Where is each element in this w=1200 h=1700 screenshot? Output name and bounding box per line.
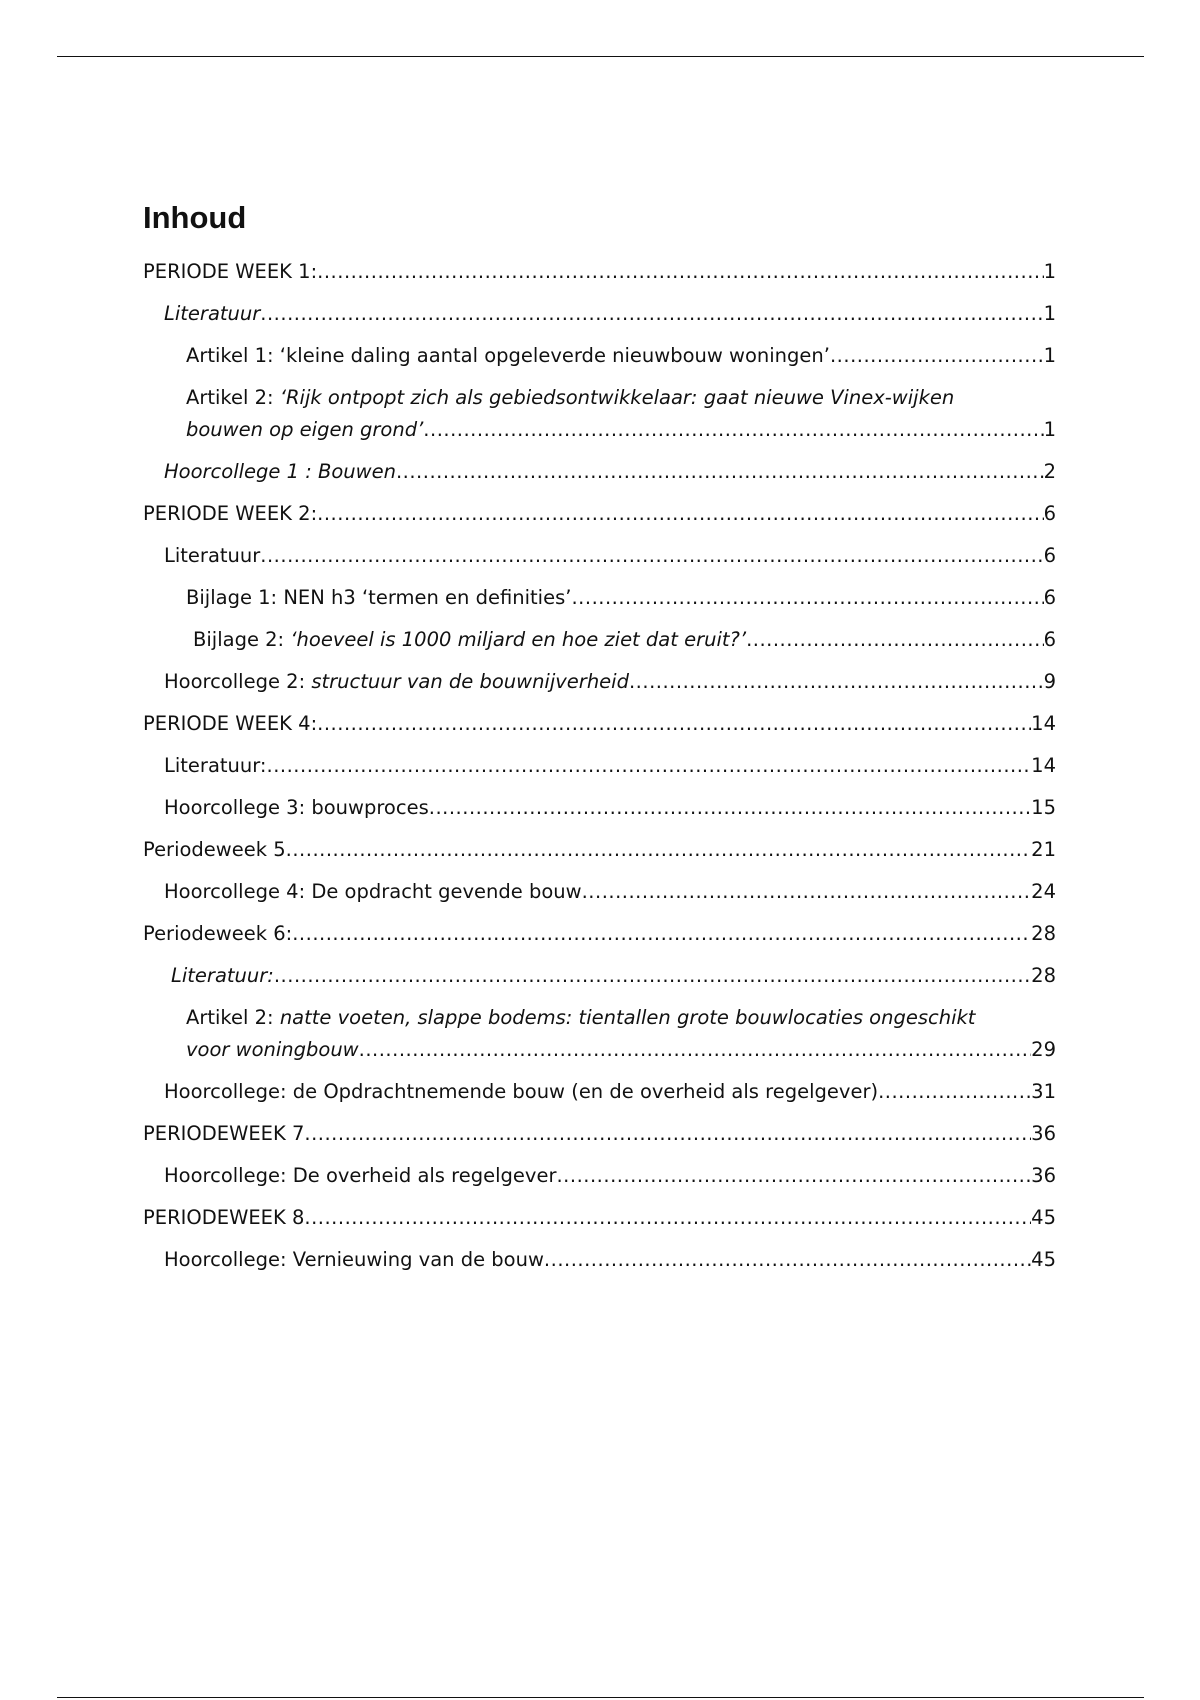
header-rule	[57, 56, 1144, 57]
toc-entry-text: Bijlage 1: NEN h3 ‘termen en definities’	[186, 586, 572, 609]
toc-entry[interactable]	[143, 256, 1056, 288]
toc-entry[interactable]	[143, 540, 1056, 572]
toc-entry[interactable]	[143, 708, 1056, 740]
toc-page-number: 36	[1031, 1122, 1056, 1145]
toc-page-number: 24	[1031, 880, 1056, 903]
dot-leader	[304, 1202, 1031, 1234]
toc-entry[interactable]	[143, 498, 1056, 530]
dot-leader	[260, 540, 1043, 572]
toc-entry[interactable]	[143, 340, 1056, 372]
toc-entry-text: Periodeweek 5	[143, 838, 286, 861]
dot-leader	[830, 340, 1044, 372]
dot-leader	[292, 918, 1031, 950]
toc-page-number: 36	[1031, 1164, 1056, 1187]
toc-entry[interactable]	[143, 1002, 1056, 1066]
toc-entry-text-line1: Artikel 2: ‘Rijk ontpopt zich als gebiedsontwikkelaar: gaat nieuwe Vinex-wijken	[186, 386, 955, 409]
toc-entry-text: Literatuur	[164, 302, 261, 325]
toc-entry[interactable]	[143, 792, 1056, 824]
toc-entry[interactable]	[143, 876, 1056, 908]
toc-entry-text: Literatuur	[164, 544, 261, 567]
toc-entry-text: Periodeweek 6:	[143, 922, 293, 945]
toc-page-number: 1	[1043, 418, 1056, 441]
toc-entry-text: bouwen op eigen grond’	[186, 418, 424, 441]
dot-leader	[429, 792, 1031, 824]
dot-leader	[396, 456, 1044, 488]
dot-leader	[274, 960, 1031, 992]
dot-leader	[260, 298, 1043, 330]
toc-page-number: 28	[1031, 922, 1056, 945]
toc-entry[interactable]	[143, 1118, 1056, 1150]
footer-rule	[57, 1697, 1144, 1698]
toc-entry-text: PERIODE WEEK 4:	[143, 712, 318, 735]
toc-entry[interactable]	[143, 582, 1056, 614]
toc-page-number: 45	[1031, 1206, 1056, 1229]
toc-page-number: 9	[1043, 670, 1056, 693]
dot-leader	[746, 624, 1044, 656]
dot-leader	[556, 1160, 1031, 1192]
toc-page-number: 21	[1031, 838, 1056, 861]
toc-page-number: 6	[1043, 628, 1056, 651]
toc-page-number: 1	[1043, 260, 1056, 283]
toc-page-number: 6	[1043, 586, 1056, 609]
toc-entry-text: Hoorcollege: Vernieuwing van de bouw	[164, 1248, 544, 1271]
toc-page-number: 14	[1031, 712, 1056, 735]
dot-leader	[359, 1034, 1032, 1066]
toc-entry[interactable]	[143, 834, 1056, 866]
dot-leader	[629, 666, 1044, 698]
toc-page-number: 1	[1043, 344, 1056, 367]
toc-entry[interactable]	[143, 1244, 1056, 1276]
dot-leader	[286, 834, 1032, 866]
toc-page-number: 45	[1031, 1248, 1056, 1271]
toc-entry-text: Hoorcollege 1 : Bouwen	[164, 460, 396, 483]
toc-entry-text: Bijlage 2: ‘hoeveel is 1000 miljard en hoe ziet dat eruit?’	[193, 628, 747, 651]
toc-entry-text: PERIODEWEEK 7	[143, 1122, 305, 1145]
toc-entry[interactable]	[143, 750, 1056, 782]
toc-entry-text: Hoorcollege 4: De opdracht gevende bouw	[164, 880, 582, 903]
toc-title: Inhoud	[143, 200, 247, 235]
toc-entry[interactable]	[143, 960, 1056, 992]
toc-page-number: 1	[1043, 302, 1056, 325]
toc-entry[interactable]	[143, 298, 1056, 330]
dot-leader	[317, 708, 1031, 740]
toc-entry-text: Hoorcollege 2: structuur van de bouwnijverheid	[164, 670, 629, 693]
dot-leader	[423, 414, 1043, 446]
toc-page-number: 2	[1043, 460, 1056, 483]
dot-leader	[267, 750, 1032, 782]
toc-page-number: 15	[1031, 796, 1056, 819]
toc-entry-text: Literatuur:	[171, 964, 274, 987]
toc-entry-text: PERIODE WEEK 1:	[143, 260, 318, 283]
toc-entry-text: Hoorcollege: De overheid als regelgever	[164, 1164, 557, 1187]
toc-entry[interactable]	[143, 1076, 1056, 1108]
toc-entry-text: voor woningbouw	[186, 1038, 359, 1061]
toc-entry[interactable]	[143, 624, 1056, 656]
toc-page-number: 31	[1031, 1080, 1056, 1103]
toc-entry[interactable]	[143, 456, 1056, 488]
toc-page-number: 14	[1031, 754, 1056, 777]
toc-entry[interactable]	[143, 1160, 1056, 1192]
toc-entry-text: PERIODE WEEK 2:	[143, 502, 318, 525]
toc-page-number: 29	[1031, 1038, 1056, 1061]
dot-leader	[304, 1118, 1031, 1150]
dot-leader	[317, 256, 1043, 288]
toc-entry-text: Hoorcollege 3: bouwproces	[164, 796, 429, 819]
toc-entry[interactable]	[143, 666, 1056, 698]
toc-entry[interactable]	[143, 918, 1056, 950]
toc-entry-text: Literatuur:	[164, 754, 267, 777]
dot-leader	[544, 1244, 1031, 1276]
dot-leader	[878, 1076, 1031, 1108]
dot-leader	[582, 876, 1032, 908]
toc-page-number: 6	[1043, 544, 1056, 567]
toc-entry-text: PERIODEWEEK 8	[143, 1206, 305, 1229]
toc-entry-text: Artikel 1: ‘kleine daling aantal opgeleverde nieuwbouw woningen’	[186, 344, 830, 367]
dot-leader	[571, 582, 1043, 614]
toc-entry[interactable]	[143, 382, 1056, 446]
dot-leader	[317, 498, 1043, 530]
toc-page-number: 6	[1043, 502, 1056, 525]
toc-entry-text: Hoorcollege: de Opdrachtnemende bouw (en de overheid als regelgever)	[164, 1080, 879, 1103]
table-of-contents	[143, 198, 1056, 1286]
toc-entry-text-line1: Artikel 2: natte voeten, slappe bodems: tientallen grote bouwlocaties ongeschikt	[186, 1006, 976, 1029]
toc-page-number: 28	[1031, 964, 1056, 987]
toc-entry[interactable]	[143, 1202, 1056, 1234]
